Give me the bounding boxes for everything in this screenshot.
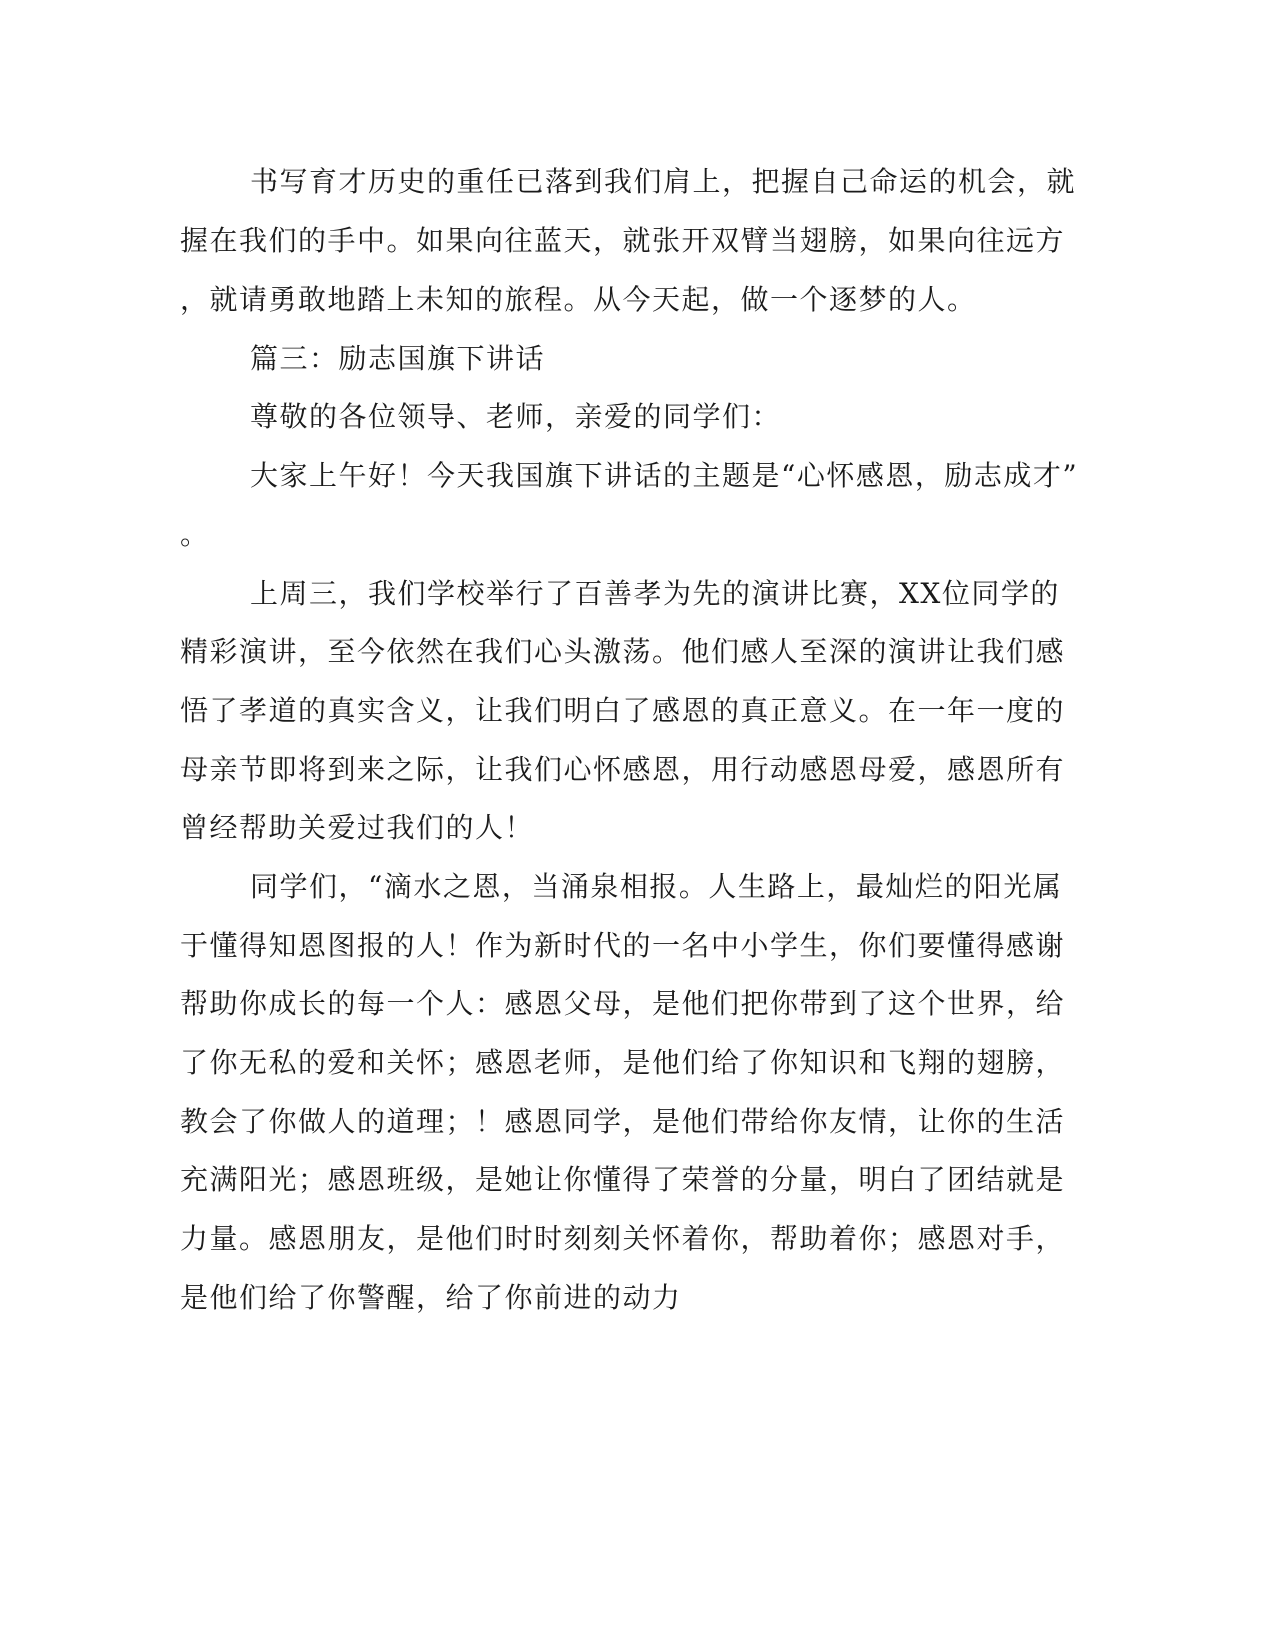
salutation: 尊敬的各位领导、老师，亲爱的同学们： bbox=[250, 400, 782, 433]
text-line-16: 了你无私的爱和关怀；感恩老师，是他们给了你知识和飞翔的翅膀， bbox=[180, 1046, 1066, 1079]
text-line-15: 帮助你成长的每一个人：感恩父母，是他们把你带到了这个世界，给 bbox=[180, 987, 1066, 1020]
text-line-18: 充满阳光；感恩班级，是她让你懂得了荣誉的分量，明白了团结就是 bbox=[180, 1163, 1066, 1196]
text-line-20: 是他们给了你警醒，给了你前进的动力 bbox=[180, 1281, 682, 1314]
text-line-9: 精彩演讲，至今依然在我们心头激荡。他们感人至深的演讲让我们感 bbox=[180, 635, 1066, 668]
text-line-14: 于懂得知恩图报的人！作为新时代的一名中小学生，你们要懂得感谢 bbox=[180, 929, 1066, 962]
text-line-12: 曾经帮助关爱过我们的人！ bbox=[180, 811, 535, 844]
text-line-3: ，就请勇敢地踏上未知的旅程。从今天起，做一个逐梦的人。 bbox=[180, 283, 977, 316]
text-line-11: 母亲节即将到来之际，让我们心怀感恩，用行动感恩母爱，感恩所有 bbox=[180, 753, 1066, 786]
section-heading: 篇三：励志国旗下讲话 bbox=[250, 342, 546, 375]
text-line-19: 力量。感恩朋友，是他们时时刻刻关怀着你，帮助着你；感恩对手， bbox=[180, 1222, 1066, 1255]
text-line-6: 大家上午好！今天我国旗下讲话的主题是“心怀感恩，励志成才” bbox=[250, 459, 1079, 492]
text-line-17: 教会了你做人的道理；！感恩同学，是他们带给你友情，让你的生活 bbox=[180, 1105, 1066, 1138]
text-line-10: 悟了孝道的真实含义，让我们明白了感恩的真正意义。在一年一度的 bbox=[180, 694, 1066, 727]
text-line-13: 同学们，“滴水之恩，当涌泉相报。人生路上，最灿烂的阳光属 bbox=[250, 870, 1063, 903]
text-line-8: 上周三，我们学校举行了百善孝为先的演讲比赛，XX位同学的 bbox=[250, 577, 1060, 610]
text-line-7: 。 bbox=[180, 518, 210, 551]
text-line-2: 握在我们的手中。如果向往蓝天，就张开双臂当翅膀，如果向往远方 bbox=[180, 224, 1066, 257]
text-line-1: 书写育才历史的重任已落到我们肩上，把握自己命运的机会，就 bbox=[250, 165, 1077, 198]
